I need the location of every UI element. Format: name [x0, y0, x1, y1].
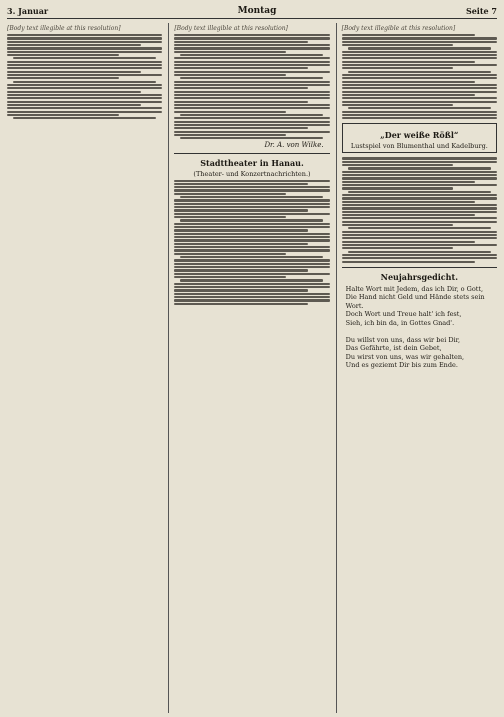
poem-text: Halte Wort mit Jedem, das ich Dir, o Gott, Die Hand nicht Geld und Hände stets sein Wort. Doch Wort und Treue halt' ich fest, Sieh, ich bin da, in Gottes Gnad'. Du willst von uns, dass wir bei Dir, Das Gefährte, ist dein Gebet, Du wirst von uns, was wir gehalten, Und es geziemt Dir bis zum Ende. — [345, 284, 485, 370]
text-line — [348, 191, 491, 193]
text-line — [342, 201, 476, 203]
text-line — [7, 67, 162, 69]
text-line — [174, 111, 286, 113]
column-3 — [336, 23, 497, 713]
text-line — [174, 61, 329, 63]
text-line — [342, 87, 497, 89]
text-line — [174, 283, 329, 285]
text-line — [342, 244, 497, 246]
text-line — [174, 253, 286, 255]
text-line — [174, 246, 329, 248]
poem-title: Neujahrsgedicht. — [380, 271, 458, 282]
column-2 — [168, 23, 329, 713]
text-line — [174, 239, 329, 241]
text-line — [342, 197, 497, 199]
illegible-note: [Body text illegible at this resolution] — [174, 25, 288, 32]
text-line — [7, 114, 119, 116]
text-line — [174, 101, 308, 103]
text-line — [342, 104, 454, 106]
text-line — [342, 101, 497, 103]
text-line — [174, 289, 308, 291]
text-line — [342, 211, 497, 213]
text-line — [342, 207, 497, 209]
feature-title: „Der weiße Rößl“ — [380, 130, 459, 141]
text-line — [174, 34, 329, 36]
text-line — [342, 181, 476, 183]
text-line — [342, 204, 497, 206]
text-line — [342, 74, 497, 76]
masthead-page: Seite 7 — [465, 6, 497, 16]
text-line — [174, 117, 329, 119]
text-line — [174, 273, 329, 275]
text-line — [174, 269, 308, 271]
text-line — [174, 249, 329, 251]
text-line — [174, 37, 329, 39]
text-line — [342, 164, 454, 166]
feature-box — [342, 123, 497, 153]
divider — [174, 153, 329, 154]
text-line — [342, 174, 497, 176]
text-line — [174, 97, 329, 99]
text-line — [174, 134, 286, 136]
text-line — [348, 71, 491, 73]
text-line — [348, 167, 491, 169]
text-line — [180, 54, 323, 56]
text-line — [174, 223, 329, 225]
text-line — [342, 37, 497, 39]
text-line — [342, 157, 497, 159]
text-line — [342, 61, 476, 63]
text-line — [13, 117, 156, 119]
masthead-title: Montag — [237, 6, 277, 16]
text-line — [174, 209, 308, 211]
text-line — [174, 51, 286, 53]
text-line — [342, 57, 497, 59]
text-line — [7, 111, 162, 113]
text-line — [342, 234, 497, 236]
text-block — [174, 180, 329, 305]
text-line — [174, 71, 329, 73]
text-line — [174, 183, 308, 185]
text-line — [348, 47, 491, 49]
text-line — [7, 37, 162, 39]
text-line — [13, 57, 156, 59]
text-line — [7, 71, 141, 73]
text-line — [342, 94, 476, 96]
article-byline: Dr. A. von Wilke. — [264, 141, 324, 150]
text-line — [174, 229, 308, 231]
text-line — [342, 51, 497, 53]
text-line — [342, 54, 497, 56]
text-line — [342, 261, 476, 263]
text-block — [342, 157, 497, 262]
text-line — [180, 219, 323, 221]
text-line — [174, 286, 329, 288]
text-line — [342, 221, 497, 223]
text-line — [174, 94, 329, 96]
text-line — [342, 111, 497, 113]
text-line — [174, 186, 329, 188]
section-title: Stadttheater in Hanau. — [200, 158, 304, 169]
text-line — [7, 94, 162, 96]
text-line — [7, 51, 162, 53]
section-subtitle: (Theater- und Konzertnachrichten.) — [193, 170, 311, 179]
text-line — [342, 171, 497, 173]
text-line — [342, 237, 497, 239]
columns — [7, 23, 497, 713]
text-line — [342, 231, 497, 233]
text-line — [342, 177, 497, 179]
text-line — [7, 54, 119, 56]
text-line — [174, 41, 308, 43]
masthead-date: 3. Januar — [7, 6, 49, 16]
feature-subtitle: Lustspiel von Blumenthal und Kadelburg. — [350, 142, 488, 151]
text-line — [342, 81, 476, 83]
text-line — [342, 257, 497, 259]
text-line — [7, 61, 162, 63]
text-line — [342, 41, 497, 43]
text-line — [180, 137, 323, 139]
text-line — [174, 216, 286, 218]
text-line — [174, 104, 329, 106]
text-line — [180, 114, 323, 116]
text-line — [342, 254, 497, 256]
text-line — [348, 227, 491, 229]
text-line — [174, 44, 329, 46]
text-line — [180, 256, 323, 258]
text-line — [174, 266, 329, 268]
text-line — [174, 233, 329, 235]
text-line — [174, 199, 329, 201]
text-line — [7, 77, 119, 79]
text-line — [174, 236, 329, 238]
text-line — [342, 224, 454, 226]
text-line — [13, 81, 156, 83]
text-line — [174, 67, 308, 69]
text-line — [342, 34, 476, 36]
text-line — [174, 47, 329, 49]
text-line — [342, 97, 497, 99]
text-line — [174, 107, 329, 109]
illegible-note: [Body text illegible at this resolution] — [7, 25, 121, 32]
text-line — [174, 299, 329, 301]
text-line — [342, 214, 476, 216]
text-block — [342, 34, 497, 119]
text-line — [7, 64, 162, 66]
text-line — [174, 189, 329, 191]
column-1 — [7, 23, 162, 713]
text-line — [174, 74, 286, 76]
text-line — [174, 303, 308, 305]
text-line — [342, 44, 454, 46]
text-line — [174, 180, 329, 182]
text-line — [7, 87, 162, 89]
text-line — [174, 193, 286, 195]
text-line — [180, 77, 323, 79]
text-line — [174, 213, 329, 215]
text-line — [174, 124, 329, 126]
text-line — [342, 84, 497, 86]
text-line — [174, 293, 329, 295]
text-line — [174, 84, 329, 86]
text-line — [180, 196, 323, 198]
text-line — [7, 101, 162, 103]
text-line — [174, 81, 329, 83]
masthead — [7, 6, 497, 19]
text-line — [174, 276, 286, 278]
text-line — [342, 247, 454, 249]
illegible-note: [Body text illegible at this resolution] — [341, 25, 456, 32]
divider — [342, 267, 497, 268]
text-line — [342, 241, 476, 243]
text-line — [7, 74, 162, 76]
text-block — [7, 34, 162, 119]
text-block — [174, 34, 329, 139]
text-line — [7, 97, 162, 99]
text-line — [174, 263, 329, 265]
text-line — [342, 67, 454, 69]
text-line — [180, 279, 323, 281]
text-line — [342, 217, 497, 219]
text-line — [7, 91, 141, 93]
text-line — [348, 251, 491, 253]
text-line — [342, 187, 454, 189]
text-line — [174, 64, 329, 66]
text-line — [7, 107, 162, 109]
text-line — [174, 131, 329, 133]
text-line — [342, 161, 497, 163]
text-line — [7, 44, 141, 46]
text-line — [342, 114, 497, 116]
text-line — [342, 184, 497, 186]
text-line — [7, 34, 162, 36]
text-line — [174, 57, 329, 59]
text-line — [174, 206, 329, 208]
text-line — [174, 87, 308, 89]
text-line — [174, 203, 329, 205]
text-line — [7, 104, 141, 106]
text-line — [342, 194, 497, 196]
text-line — [342, 77, 497, 79]
text-line — [7, 41, 162, 43]
text-line — [7, 47, 162, 49]
text-line — [342, 117, 497, 119]
text-line — [342, 64, 497, 66]
text-line — [174, 243, 308, 245]
text-line — [174, 226, 329, 228]
text-line — [342, 91, 497, 93]
text-line — [174, 121, 329, 123]
text-line — [174, 91, 329, 93]
text-line — [348, 107, 491, 109]
text-line — [174, 127, 308, 129]
text-line — [174, 296, 329, 298]
text-line — [174, 259, 329, 261]
text-line — [7, 84, 162, 86]
